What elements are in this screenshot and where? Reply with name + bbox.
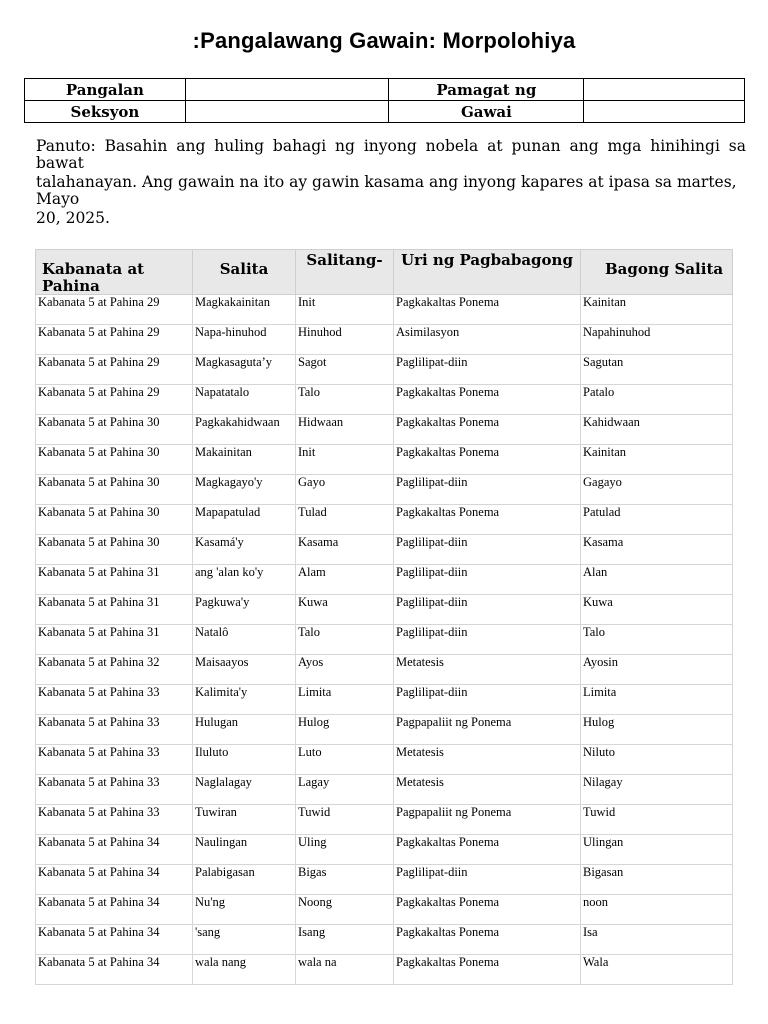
- cell-chapter-page: Kabanata 5 at Pahina 30: [36, 535, 193, 565]
- cell-change-type: Metatesis: [394, 745, 581, 775]
- header-change-type: [394, 250, 581, 295]
- cell-root-word: Ayos: [296, 655, 394, 685]
- activity-title-label-cont: Gawai: [389, 101, 584, 123]
- cell-change-type: Paglilipat-diin: [394, 475, 581, 505]
- table-row: [36, 805, 733, 835]
- cell-root-word: Limita: [296, 685, 394, 715]
- table-row: [36, 895, 733, 925]
- info-row: [25, 79, 745, 101]
- table-row: [36, 685, 733, 715]
- cell-chapter-page: Kabanata 5 at Pahina 33: [36, 775, 193, 805]
- cell-new-word: Patulad: [581, 505, 733, 535]
- cell-chapter-page: Kabanata 5 at Pahina 34: [36, 895, 193, 925]
- cell-root-word: Gayo: [296, 475, 394, 505]
- cell-new-word: Napahinuhod: [581, 325, 733, 355]
- cell-chapter-page: Kabanata 5 at Pahina 34: [36, 865, 193, 895]
- cell-word: Natalô: [193, 625, 296, 655]
- cell-new-word: Ayosin: [581, 655, 733, 685]
- cell-root-word: Isang: [296, 925, 394, 955]
- cell-new-word: Kainitan: [581, 295, 733, 325]
- cell-change-type: Paglilipat-diin: [394, 355, 581, 385]
- cell-new-word: Wala: [581, 955, 733, 985]
- table-row: [36, 625, 733, 655]
- cell-root-word: Tulad: [296, 505, 394, 535]
- cell-word: Pagkakahidwaan: [193, 415, 296, 445]
- cell-change-type: Paglilipat-diin: [394, 685, 581, 715]
- table-row: [36, 865, 733, 895]
- table-row: [36, 745, 733, 775]
- cell-root-word: Kasama: [296, 535, 394, 565]
- cell-chapter-page: Kabanata 5 at Pahina 29: [36, 295, 193, 325]
- cell-new-word: Gagayo: [581, 475, 733, 505]
- table-row: [36, 925, 733, 955]
- table-row: [36, 385, 733, 415]
- cell-word: Napatatalo: [193, 385, 296, 415]
- cell-new-word: Bigasan: [581, 865, 733, 895]
- cell-word: Kalimita'y: [193, 685, 296, 715]
- table-header-row: [36, 250, 733, 295]
- table-row: [36, 325, 733, 355]
- section-label: Seksyon: [25, 101, 186, 123]
- cell-chapter-page: Kabanata 5 at Pahina 30: [36, 415, 193, 445]
- cell-word: Iluluto: [193, 745, 296, 775]
- cell-new-word: Hulog: [581, 715, 733, 745]
- cell-chapter-page: Kabanata 5 at Pahina 30: [36, 505, 193, 535]
- cell-chapter-page: Kabanata 5 at Pahina 33: [36, 685, 193, 715]
- table-row: [36, 655, 733, 685]
- table-row: [36, 475, 733, 505]
- student-info-table: [24, 78, 745, 123]
- cell-chapter-page: Kabanata 5 at Pahina 33: [36, 745, 193, 775]
- instructions-line-3: 20, 2025.: [36, 209, 110, 227]
- cell-word: Pagkuwa'y: [193, 595, 296, 625]
- cell-change-type: Pagkakaltas Ponema: [394, 925, 581, 955]
- cell-change-type: Metatesis: [394, 655, 581, 685]
- info-row: [25, 101, 745, 123]
- cell-chapter-page: Kabanata 5 at Pahina 31: [36, 625, 193, 655]
- cell-chapter-page: Kabanata 5 at Pahina 34: [36, 835, 193, 865]
- table-row: [36, 355, 733, 385]
- cell-word: Maisaayos: [193, 655, 296, 685]
- cell-root-word: Lagay: [296, 775, 394, 805]
- cell-word: Magkagayo'y: [193, 475, 296, 505]
- header-new-word-text: Bagong Salita: [605, 260, 724, 278]
- cell-change-type: Metatesis: [394, 775, 581, 805]
- cell-change-type: Paglilipat-diin: [394, 535, 581, 565]
- cell-new-word: Kasama: [581, 535, 733, 565]
- cell-new-word: Kainitan: [581, 445, 733, 475]
- cell-root-word: Hinuhod: [296, 325, 394, 355]
- instructions-line-2: talahanayan. Ang gawain na ito ay gawin kasama ang inyong kapares at ipasa sa martes, Mayo: [36, 173, 737, 208]
- cell-chapter-page: Kabanata 5 at Pahina 29: [36, 325, 193, 355]
- cell-new-word: Talo: [581, 625, 733, 655]
- cell-word: Mapapatulad: [193, 505, 296, 535]
- cell-change-type: Paglilipat-diin: [394, 865, 581, 895]
- cell-word: Hulugan: [193, 715, 296, 745]
- table-row: [36, 715, 733, 745]
- cell-change-type: Paglilipat-diin: [394, 625, 581, 655]
- cell-root-word: Sagot: [296, 355, 394, 385]
- cell-word: Naulingan: [193, 835, 296, 865]
- cell-change-type: Pagkakaltas Ponema: [394, 955, 581, 985]
- header-root-word-text: Salitang-: [306, 251, 383, 269]
- cell-word: Makainitan: [193, 445, 296, 475]
- header-change-type-text: Uri ng Pagbabagong: [401, 251, 573, 269]
- table-row: [36, 775, 733, 805]
- cell-change-type: Pagpapaliit ng Ponema: [394, 805, 581, 835]
- cell-chapter-page: Kabanata 5 at Pahina 34: [36, 925, 193, 955]
- cell-change-type: Pagkakaltas Ponema: [394, 415, 581, 445]
- cell-root-word: Hidwaan: [296, 415, 394, 445]
- cell-chapter-page: Kabanata 5 at Pahina 30: [36, 445, 193, 475]
- cell-change-type: Pagkakaltas Ponema: [394, 835, 581, 865]
- cell-chapter-page: Kabanata 5 at Pahina 31: [36, 595, 193, 625]
- cell-word: 'sang: [193, 925, 296, 955]
- cell-new-word: Kahidwaan: [581, 415, 733, 445]
- table-row: [36, 955, 733, 985]
- activity-title-label: Pamagat ng: [389, 79, 584, 101]
- table-row: [36, 595, 733, 625]
- table-row: [36, 565, 733, 595]
- cell-root-word: Luto: [296, 745, 394, 775]
- cell-word: Palabigasan: [193, 865, 296, 895]
- cell-chapter-page: Kabanata 5 at Pahina 30: [36, 475, 193, 505]
- section-field[interactable]: [185, 101, 389, 123]
- activity-title-field[interactable]: [584, 79, 745, 101]
- cell-word: wala nang: [193, 955, 296, 985]
- header-new-word: [581, 250, 733, 295]
- header-word-text: Salita: [219, 260, 269, 278]
- instructions-line-1: Panuto: Basahin ang huling bahagi ng inyong nobela at punan ang mga hinihingi sa bawat: [36, 137, 746, 172]
- cell-root-word: Kuwa: [296, 595, 394, 625]
- table-row: [36, 535, 733, 565]
- name-field[interactable]: [185, 79, 389, 101]
- morphology-table: [35, 249, 733, 985]
- cell-new-word: Kuwa: [581, 595, 733, 625]
- cell-root-word: Uling: [296, 835, 394, 865]
- cell-change-type: Asimilasyon: [394, 325, 581, 355]
- cell-word: Naglalagay: [193, 775, 296, 805]
- header-word: [193, 250, 296, 295]
- table-row: [36, 835, 733, 865]
- header-chapter-page-text: Kabanata at Pahina: [42, 260, 145, 294]
- header-root-word: [296, 250, 394, 295]
- cell-root-word: wala na: [296, 955, 394, 985]
- header-chapter-page: [36, 250, 193, 295]
- cell-root-word: Hulog: [296, 715, 394, 745]
- cell-word: ang 'alan ko'y: [193, 565, 296, 595]
- cell-chapter-page: Kabanata 5 at Pahina 29: [36, 385, 193, 415]
- cell-root-word: Init: [296, 295, 394, 325]
- cell-new-word: Sagutan: [581, 355, 733, 385]
- cell-root-word: Alam: [296, 565, 394, 595]
- cell-change-type: Paglilipat-diin: [394, 595, 581, 625]
- cell-change-type: Pagkakaltas Ponema: [394, 295, 581, 325]
- cell-new-word: Patalo: [581, 385, 733, 415]
- cell-chapter-page: Kabanata 5 at Pahina 33: [36, 715, 193, 745]
- document-title: :Pangalawang Gawain: Morpolohiya: [192, 28, 576, 53]
- cell-new-word: Tuwid: [581, 805, 733, 835]
- cell-change-type: Paglilipat-diin: [394, 565, 581, 595]
- table-row: [36, 445, 733, 475]
- cell-root-word: Init: [296, 445, 394, 475]
- cell-chapter-page: Kabanata 5 at Pahina 29: [36, 355, 193, 385]
- cell-new-word: Isa: [581, 925, 733, 955]
- cell-root-word: Tuwid: [296, 805, 394, 835]
- cell-root-word: Bigas: [296, 865, 394, 895]
- cell-new-word: Nilagay: [581, 775, 733, 805]
- cell-root-word: Noong: [296, 895, 394, 925]
- cell-new-word: Limita: [581, 685, 733, 715]
- instructions: [36, 138, 746, 229]
- table-row: [36, 505, 733, 535]
- cell-new-word: noon: [581, 895, 733, 925]
- activity-title-field-cont[interactable]: [584, 101, 745, 123]
- cell-chapter-page: Kabanata 5 at Pahina 34: [36, 955, 193, 985]
- cell-new-word: Niluto: [581, 745, 733, 775]
- cell-change-type: Pagkakaltas Ponema: [394, 385, 581, 415]
- cell-root-word: Talo: [296, 625, 394, 655]
- cell-new-word: Alan: [581, 565, 733, 595]
- cell-change-type: Pagkakaltas Ponema: [394, 505, 581, 535]
- cell-word: Nu'ng: [193, 895, 296, 925]
- cell-new-word: Ulingan: [581, 835, 733, 865]
- cell-change-type: Pagpapaliit ng Ponema: [394, 715, 581, 745]
- cell-word: Napa-hinuhod: [193, 325, 296, 355]
- table-row: [36, 295, 733, 325]
- table-row: [36, 415, 733, 445]
- cell-change-type: Pagkakaltas Ponema: [394, 445, 581, 475]
- cell-chapter-page: Kabanata 5 at Pahina 32: [36, 655, 193, 685]
- cell-chapter-page: Kabanata 5 at Pahina 33: [36, 805, 193, 835]
- cell-word: Magkakainitan: [193, 295, 296, 325]
- name-label: Pangalan: [25, 79, 186, 101]
- cell-chapter-page: Kabanata 5 at Pahina 31: [36, 565, 193, 595]
- cell-word: Magkasaguta’y: [193, 355, 296, 385]
- cell-change-type: Pagkakaltas Ponema: [394, 895, 581, 925]
- cell-word: Tuwiran: [193, 805, 296, 835]
- cell-word: Kasamá'y: [193, 535, 296, 565]
- cell-root-word: Talo: [296, 385, 394, 415]
